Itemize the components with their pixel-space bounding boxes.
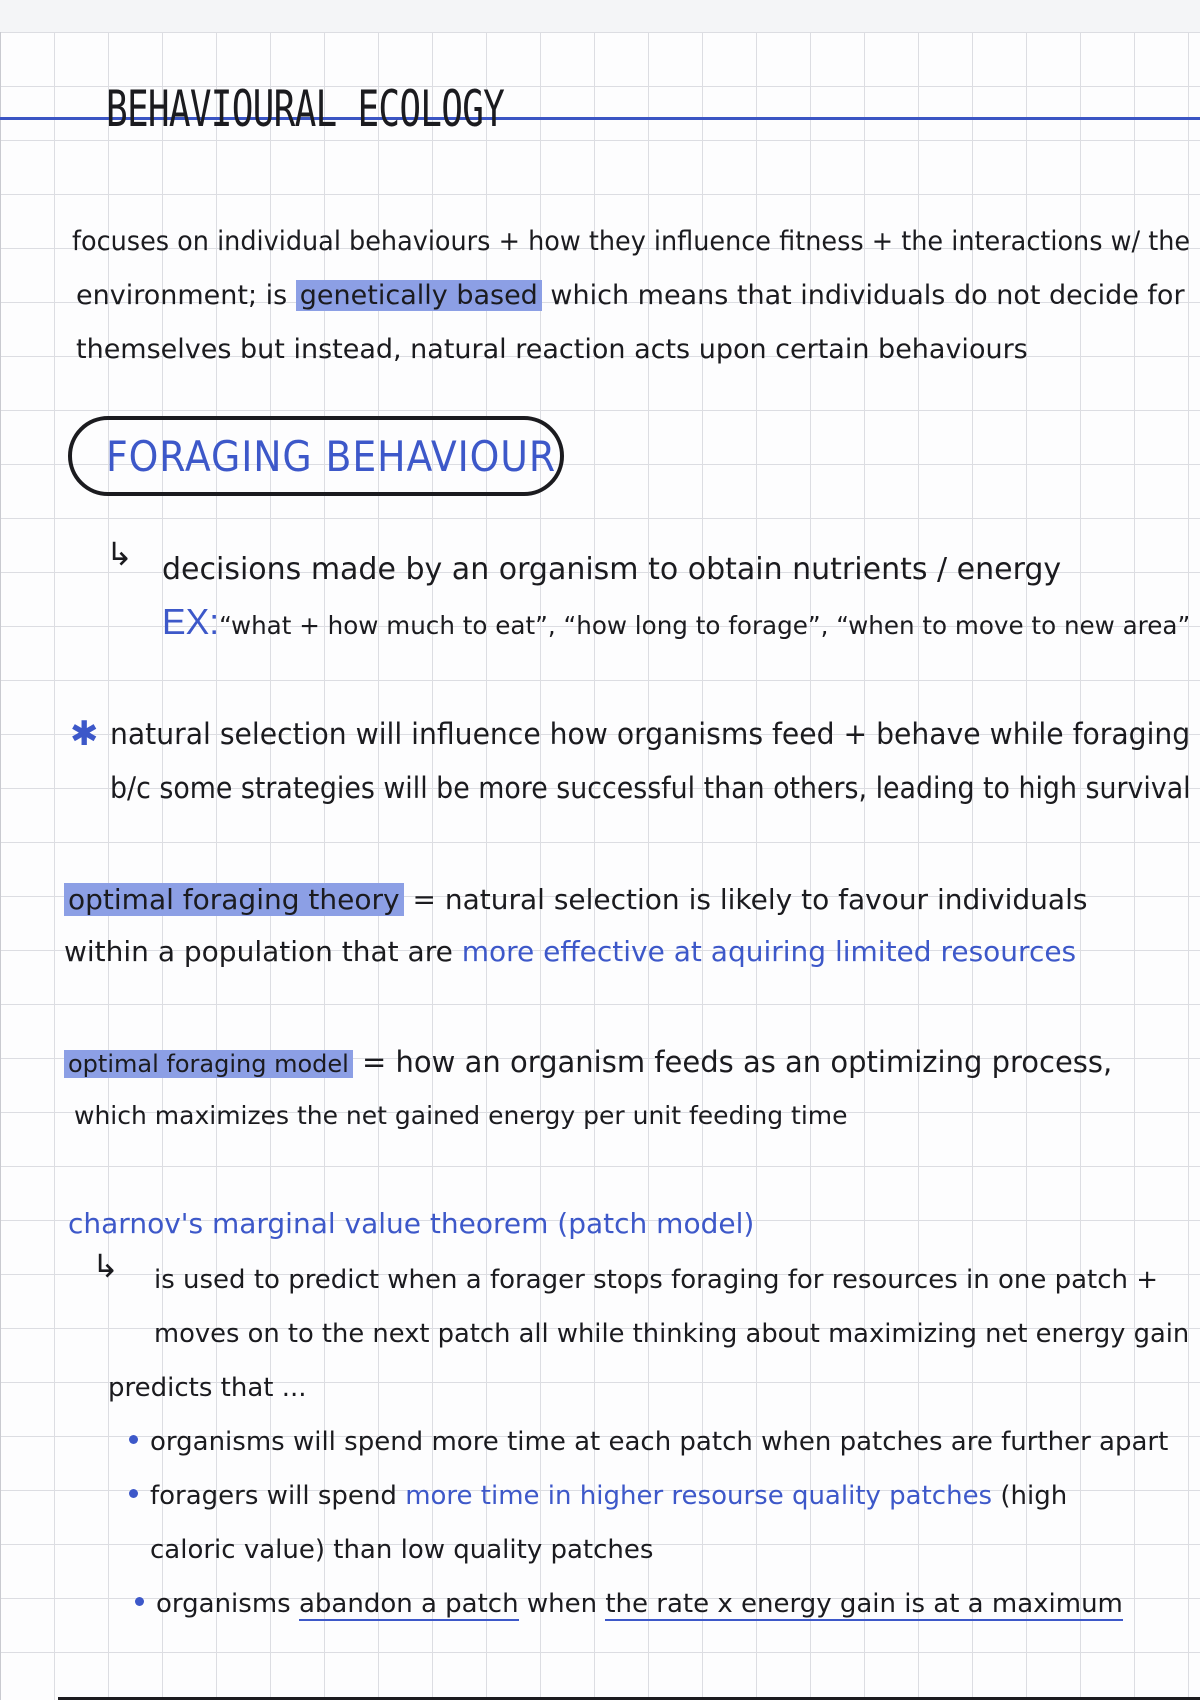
- ofm-line-2: [74, 1098, 848, 1134]
- examples-label: EX:: [162, 601, 220, 642]
- intro-line-1: [72, 224, 1190, 260]
- oft-text-2-blue: more effective at aquiring limited resources: [461, 935, 1077, 968]
- abandon-patch-underline: abandon a patch: [298, 1589, 519, 1619]
- intro-line-2: [76, 278, 1185, 314]
- examples-text: “what + how much to eat”, “how long to forage”, “when to move to new area”: [219, 611, 1191, 640]
- ofm-term-highlight: optimal foraging model: [64, 1050, 353, 1078]
- mvt-line-2: [154, 1316, 1189, 1352]
- mvt-bullet-3-text-a: organisms: [156, 1589, 299, 1619]
- mvt-line-1: [154, 1262, 1158, 1298]
- bullet-dot-icon: [129, 1489, 138, 1498]
- mvt-bullet-2-text-a: foragers will spend: [150, 1481, 406, 1511]
- energy-gain-underline: the rate x energy gain is at a maximum: [605, 1589, 1123, 1619]
- oft-term-highlight: optimal foraging theory: [64, 883, 404, 916]
- page-top-strip: [0, 0, 1200, 32]
- star-note-text-1: natural selection will influence how organisms feed + behave while foraging: [110, 717, 1191, 751]
- star-note-text-2: b/c some strategies will be more successful than others, leading to high survival: [110, 771, 1191, 805]
- mvt-heading: [68, 1206, 754, 1242]
- section-heading: FORAGING BEHAVIOUR: [106, 432, 557, 481]
- mvt-predicts: [108, 1370, 307, 1406]
- mvt-bullet-2: [150, 1478, 1067, 1514]
- bullet-dot-icon: [129, 1435, 138, 1444]
- page-title: BEHAVIOURAL ECOLOGY: [106, 80, 505, 138]
- examples-line: [162, 601, 1191, 644]
- ofm-line-1: [64, 1044, 1112, 1082]
- intro-line-3: [76, 332, 1028, 368]
- oft-text-1: = natural selection is likely to favour individuals: [403, 883, 1088, 916]
- genetically-based-highlight: genetically based: [296, 280, 542, 311]
- hook-arrow-icon: ↳: [92, 1247, 119, 1285]
- definition-line: [162, 552, 1061, 588]
- oft-text-2a: within a population that are: [64, 935, 462, 968]
- mvt-bullet-1-text: organisms will spend more time at each patch when patches are further apart: [150, 1427, 1169, 1457]
- asterisk-icon: ✱: [70, 714, 99, 754]
- mvt-bullet-3: [156, 1586, 1123, 1622]
- mvt-bullet-1: [150, 1424, 1168, 1460]
- intro-text-2a: environment; is: [76, 280, 296, 311]
- mvt-bullet-3-text-b: when: [518, 1589, 606, 1619]
- bullet-dot-icon: [135, 1597, 144, 1606]
- mvt-bullet-2-text-c: caloric value) than low quality patches: [150, 1535, 654, 1565]
- mvt-bullet-2-blue: more time in higher resourse quality patches: [405, 1481, 993, 1511]
- definition-text: decisions made by an organism to obtain nutrients / energy: [162, 552, 1062, 587]
- hook-arrow-icon: ↳: [106, 535, 133, 573]
- ofm-text-2: which maximizes the net gained energy per unit feeding time: [74, 1101, 848, 1130]
- mvt-heading-text: charnov's marginal value theorem (patch model): [68, 1207, 755, 1240]
- intro-text-2b: which means that individuals do not decide for: [541, 280, 1185, 311]
- mvt-text-1: is used to predict when a forager stops foraging for resources in one patch +: [154, 1265, 1159, 1295]
- page-left-edge: [0, 32, 1, 1700]
- oft-line-1: [64, 882, 1087, 918]
- ofm-text-1: = how an organism feeds as an optimizing process,: [352, 1045, 1113, 1079]
- star-note-line-2: [110, 770, 1191, 806]
- mvt-bullet-2-text-b: (high: [992, 1481, 1068, 1511]
- intro-text-1: focuses on individual behaviours + how they influence fitness + the interactions w/ the: [72, 226, 1191, 257]
- oft-line-2: [64, 934, 1076, 970]
- mvt-predicts-text: predicts that ...: [108, 1373, 307, 1403]
- mvt-bullet-2-cont: [150, 1532, 653, 1568]
- mvt-text-2: moves on to the next patch all while thinking about maximizing net energy gain: [154, 1319, 1190, 1349]
- star-note-line-1: [110, 716, 1190, 752]
- intro-text-3: themselves but instead, natural reaction acts upon certain behaviours: [76, 334, 1028, 365]
